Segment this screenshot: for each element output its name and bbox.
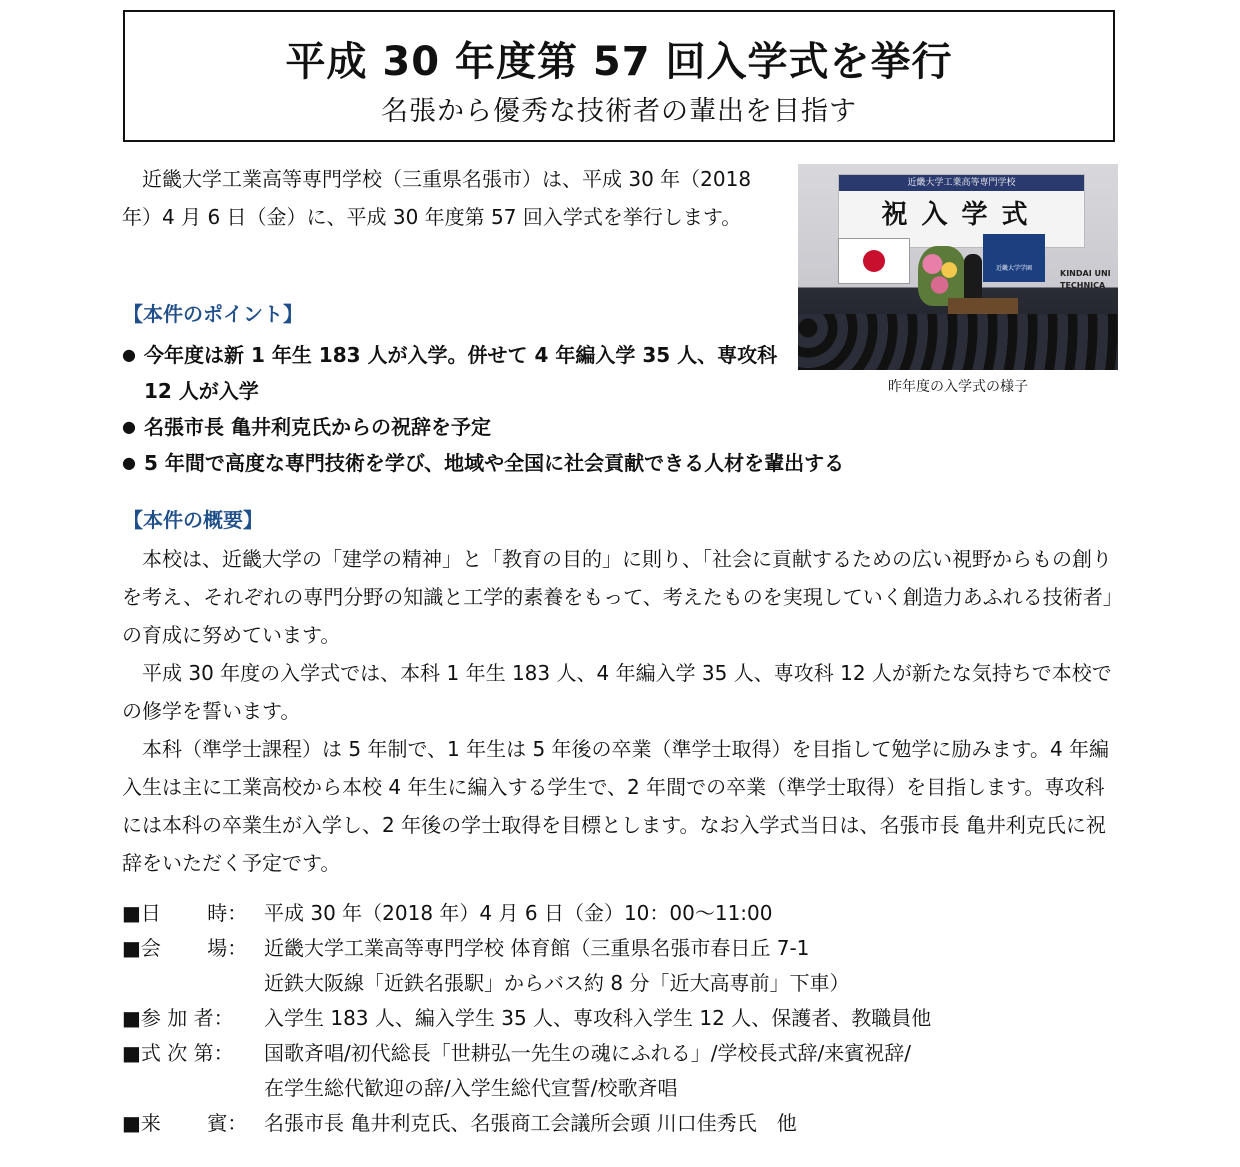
detail-row-date: [122, 896, 1122, 931]
list-item: [122, 445, 1122, 481]
school-flag: 近畿大学学園: [983, 234, 1045, 282]
overview-heading: 【本件の概要】: [123, 508, 263, 532]
point-text: 名張市長 亀井利克氏からの祝辞を予定: [144, 415, 491, 439]
intro-paragraph: 近畿大学工業高等専門学校（三重県名張市）は、平成 30 年（2018 年）4 月 6 日（金）に、平成 30 年度第 57 回入学式を挙行します。: [122, 167, 752, 229]
overview-body: [122, 540, 1117, 882]
detail-value: 名張市長 亀井利克氏、名張商工会議所会頭 川口佳秀氏 他: [264, 1111, 797, 1135]
overview-paragraph: 本校は、近畿大学の「建学の精神」と「教育の目的」に則り、「社会に貢献するための広い視野からもの創りを考え、それぞれの専門分野の知識と工学的素養をもって、考えたものを実現していく創造力あふれる技術者」の育成に努めています。: [122, 547, 1113, 647]
point-text: 今年度は新 1 年生 183 人が入学。併せて 4 年編入学 35 人、専攻科 12 人が入学: [144, 343, 778, 403]
detail-value: 国歌斉唱/初代総長「世耕弘一先生の魂にふれる」/学校長式辞/来賓祝辞/: [264, 1041, 911, 1065]
bullet-icon: ●: [122, 453, 136, 472]
photo-sign-text: KINDAI UNI TECHNICA: [1060, 269, 1111, 290]
overview-paragraph: 平成 30 年度の入学式では、本科 1 年生 183 人、4 年編入学 35 人、専攻科 12 人が新たな気持ちで本校での修学を誓います。: [122, 661, 1112, 723]
page-title: 平成 30 年度第 57 回入学式を挙行: [285, 39, 953, 85]
detail-label: ■参 加 者：: [122, 1006, 234, 1030]
point-text: 5 年間で高度な専門技術を学び、地域や全国に社会貢献できる人材を輩出する: [144, 451, 845, 475]
detail-value: 近鉄大阪線「近鉄名張駅」からバス約 8 分「近大高専前」下車）: [264, 971, 850, 995]
detail-label: ■式 次 第：: [122, 1041, 234, 1065]
list-item: [122, 337, 1122, 409]
detail-row-attendees: [122, 1001, 1122, 1036]
banner-title: 祝入学式: [881, 200, 1042, 230]
detail-value: 近畿大学工業高等専門学校 体育館（三重県名張市春日丘 7-1: [264, 936, 810, 960]
detail-label: ■来 賓：: [122, 1111, 248, 1135]
detail-label: ■日 時：: [122, 901, 248, 925]
detail-row-guests: [122, 1106, 1122, 1141]
bullet-icon: ●: [122, 417, 136, 436]
overview-paragraph: 本科（準学士課程）は 5 年制で、1 年生は 5 年後の卒業（準学士取得）を目指して勉学に励みます。4 年編入生は主に工業高校から本校 4 年生に編入する学生で、2 年間での卒業（準学士取得）を目指します。専攻科には本科の卒業生が入学し、2 年後の学士取得を目標とします。なお入学式当日は、名張市長 亀井利克氏に祝辞をいただく予定です。: [122, 737, 1110, 875]
event-details: [122, 896, 1122, 1141]
points-heading: 【本件のポイント】: [123, 302, 303, 326]
title-box: [123, 10, 1115, 142]
banner-school-name: 近畿大学工業高等専門学校: [839, 175, 1084, 191]
detail-value: 入学生 183 人、編入学生 35 人、専攻科入学生 12 人、保護者、教職員他: [264, 1006, 932, 1030]
flower-arrangement: [918, 246, 966, 306]
detail-label: ■会 場：: [122, 936, 248, 960]
detail-value: 在学生総代歓迎の辞/入学生総代宣誓/校歌斉唱: [264, 1076, 678, 1100]
japan-flag-icon: [838, 238, 910, 284]
list-item: [122, 409, 1122, 445]
bullet-icon: ●: [122, 345, 136, 364]
page-subtitle: 名張から優秀な技術者の輩出を目指す: [381, 96, 857, 127]
detail-row-venue: [122, 931, 1122, 1001]
photo-caption: 昨年度の入学式の様子: [888, 379, 1028, 395]
ceremony-banner: [838, 174, 1085, 248]
detail-value: 平成 30 年（2018 年）4 月 6 日（金）10：00～11:00: [264, 901, 773, 925]
points-list: [122, 337, 1122, 481]
detail-row-program: [122, 1036, 1122, 1106]
